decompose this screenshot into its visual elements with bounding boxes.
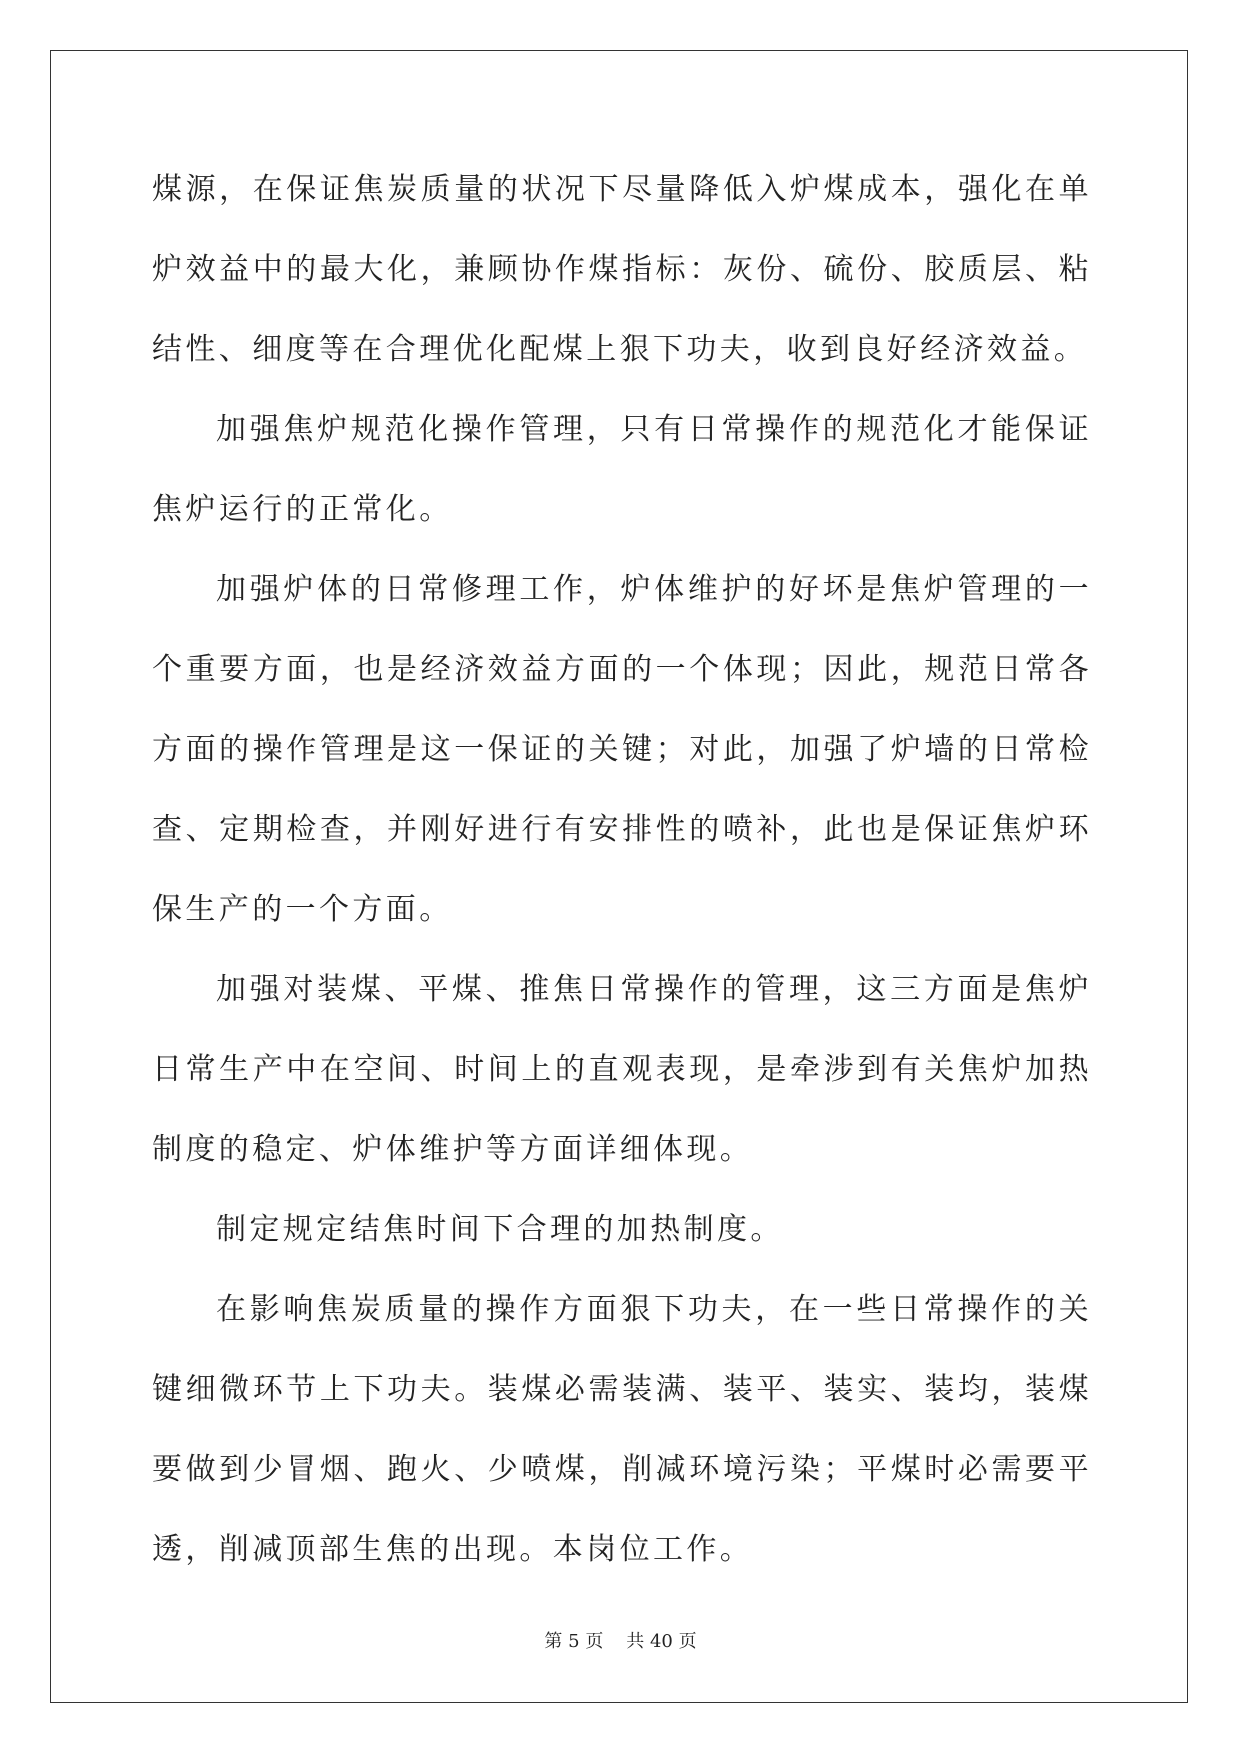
paragraph: 加强对装煤、平煤、推焦日常操作的管理，这三方面是焦炉日常生产中在空间、时间上的直观表现，是牵涉到有关焦炉加热制度的稳定、炉体维护等方面详细体现。 <box>152 972 1092 1167</box>
page-footer <box>0 1627 1241 1653</box>
paragraph: 加强炉体的日常修理工作，炉体维护的好坏是焦炉管理的一个重要方面，也是经济效益方面的一个体现；因此，规范日常各方面的操作管理是这一保证的关键；对此，加强了炉墙的日常检查、定期检查，并刚好进行有安排性的喷补，此也是保证焦炉环保生产的一个方面。 <box>152 572 1092 927</box>
page-number: 第 5 页 <box>544 1631 604 1652</box>
paragraph: 煤源，在保证焦炭质量的状况下尽量降低入炉煤成本，强化在单炉效益中的最大化，兼顾协作煤指标：灰份、硫份、胶质层、粘结性、细度等在合理优化配煤上狠下功夫，收到良好经济效益。 <box>152 172 1092 367</box>
paragraph: 在影响焦炭质量的操作方面狠下功夫，在一些日常操作的关键细微环节上下功夫。装煤必需装满、装平、装实、装均，装煤要做到少冒烟、跑火、少喷煤，削减环境污染；平煤时必需要平透，削减顶部生焦的出现。本岗位工作。 <box>152 1292 1092 1567</box>
paragraph: 加强焦炉规范化操作管理，只有日常操作的规范化才能保证焦炉运行的正常化。 <box>152 412 1092 527</box>
paragraph: 制定规定结焦时间下合理的加热制度。 <box>216 1212 784 1247</box>
document-body <box>152 150 1092 1590</box>
total-pages: 共 40 页 <box>626 1631 697 1652</box>
